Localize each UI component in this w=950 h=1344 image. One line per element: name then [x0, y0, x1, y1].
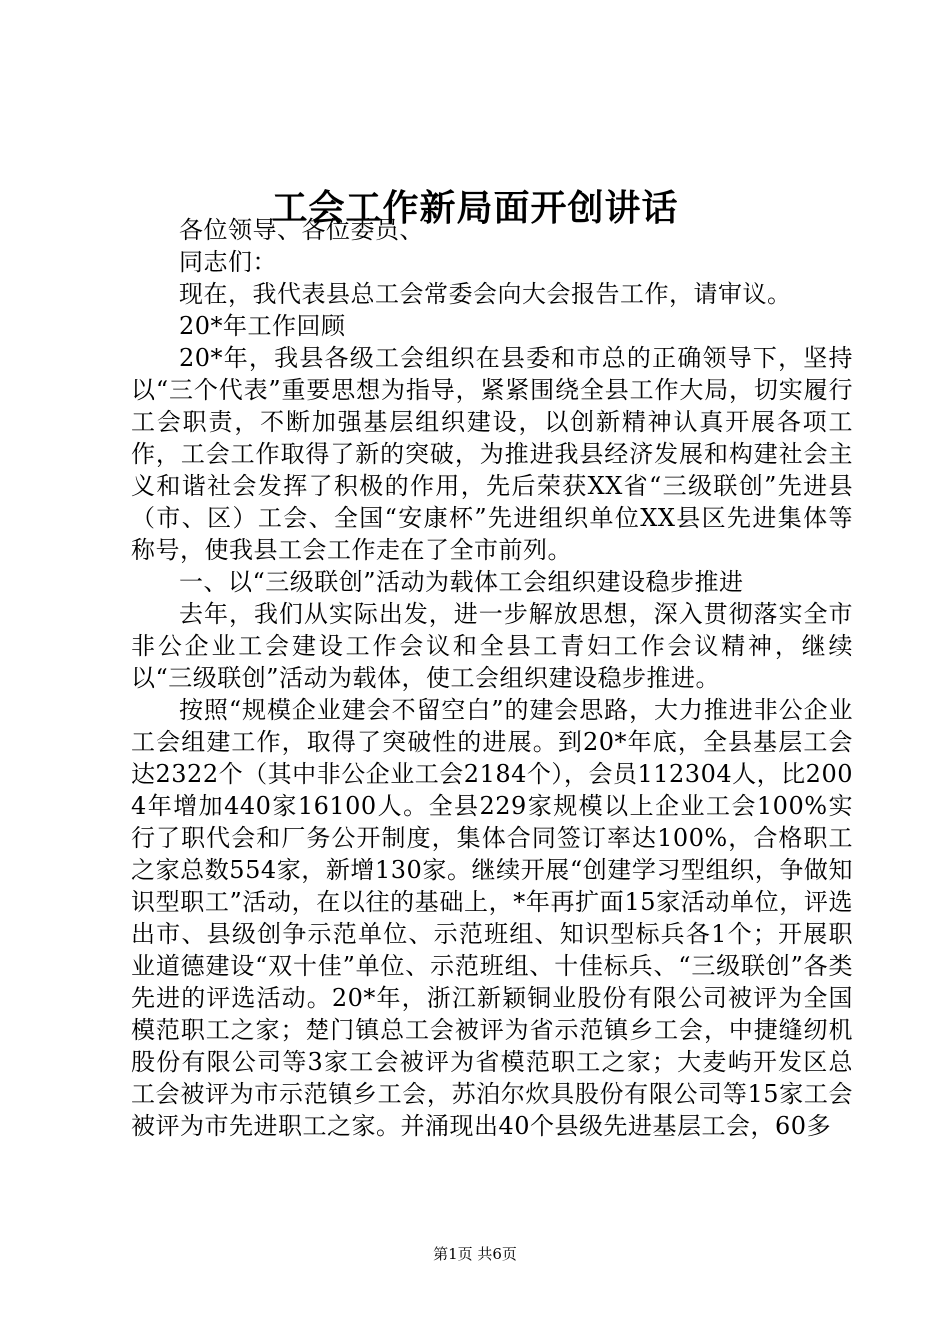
salutation-line-2: 同志们：: [179, 248, 277, 276]
section-heading-review: 20*年工作回顾: [179, 312, 346, 340]
section-1-paragraph-1: 去年，我们从实际出发，进一步解放思想，深入贯彻落实全市非公企业工会建设工作会议和全县工青妇工作会议精神，继续以“三级联创”活动为载体，使工会组织建设稳步推进。: [131, 600, 853, 692]
section-heading-1: 一、以“三级联创”活动为载体工会组织建设稳步推进: [179, 568, 744, 596]
document-title: 工会工作新局面开创讲话: [271, 187, 679, 229]
review-paragraph: 20*年，我县各级工会组织在县委和市总的正确领导下，坚持以“三个代表”重要思想为指导，紧紧围绕全县工作大局，切实履行工会职责，不断加强基层组织建设，以创新精神认真开展各项工作，工会工作取得了新的突破，为推进我县经济发展和构建社会主义和谐社会发挥了积极的作用，先后荣获XX省“三级联创”先进县（市、区）工会、全国“安康杯”先进组织单位XX县区先进集体等称号，使我县工会工作走在了全市前列。: [131, 344, 853, 564]
opening-paragraph: 现在，我代表县总工会常委会向大会报告工作，请审议。: [179, 280, 792, 308]
section-1-paragraph-2: 按照“规模企业建会不留空白”的建会思路，大力推进非公企业工会组建工作，取得了突破性的进展。到20*年底，全县基层工会达2322个（其中非公企业工会2184个），会员112304人，比2004年增加440家16100人。全县229家规模以上企业工会100%实行了职代会和厂务公开制度，集体合同签订率达100%，合格职工之家总数554家，新增130家。继续开展“创建学习型组织，争做知识型职工”活动，在以往的基础上，*年再扩面15家活动单位，评选出市、县级创争示范单位、示范班组、知识型标兵各1个；开展职业道德建设“双十佳”单位、示范班组、十佳标兵、“三级联创”各类先进的评选活动。20*年，浙江新颖铜业股份有限公司被评为全国模范职工之家；楚门镇总工会被评为省示范镇乡工会，中捷缝纫机股份有限公司等3家工会被评为省模范职工之家；大麦屿开发区总工会被评为市示范镇乡工会，苏泊尔炊具股份有限公司等15家工会被评为市先进职工之家。并涌现出40个县级先进基层工会，60多: [131, 696, 853, 1140]
page-footer: 第1页 共6页: [433, 1245, 517, 1263]
salutation-line-1: 各位领导、各位委员、: [179, 216, 424, 244]
document-body: [131, 214, 853, 1142]
